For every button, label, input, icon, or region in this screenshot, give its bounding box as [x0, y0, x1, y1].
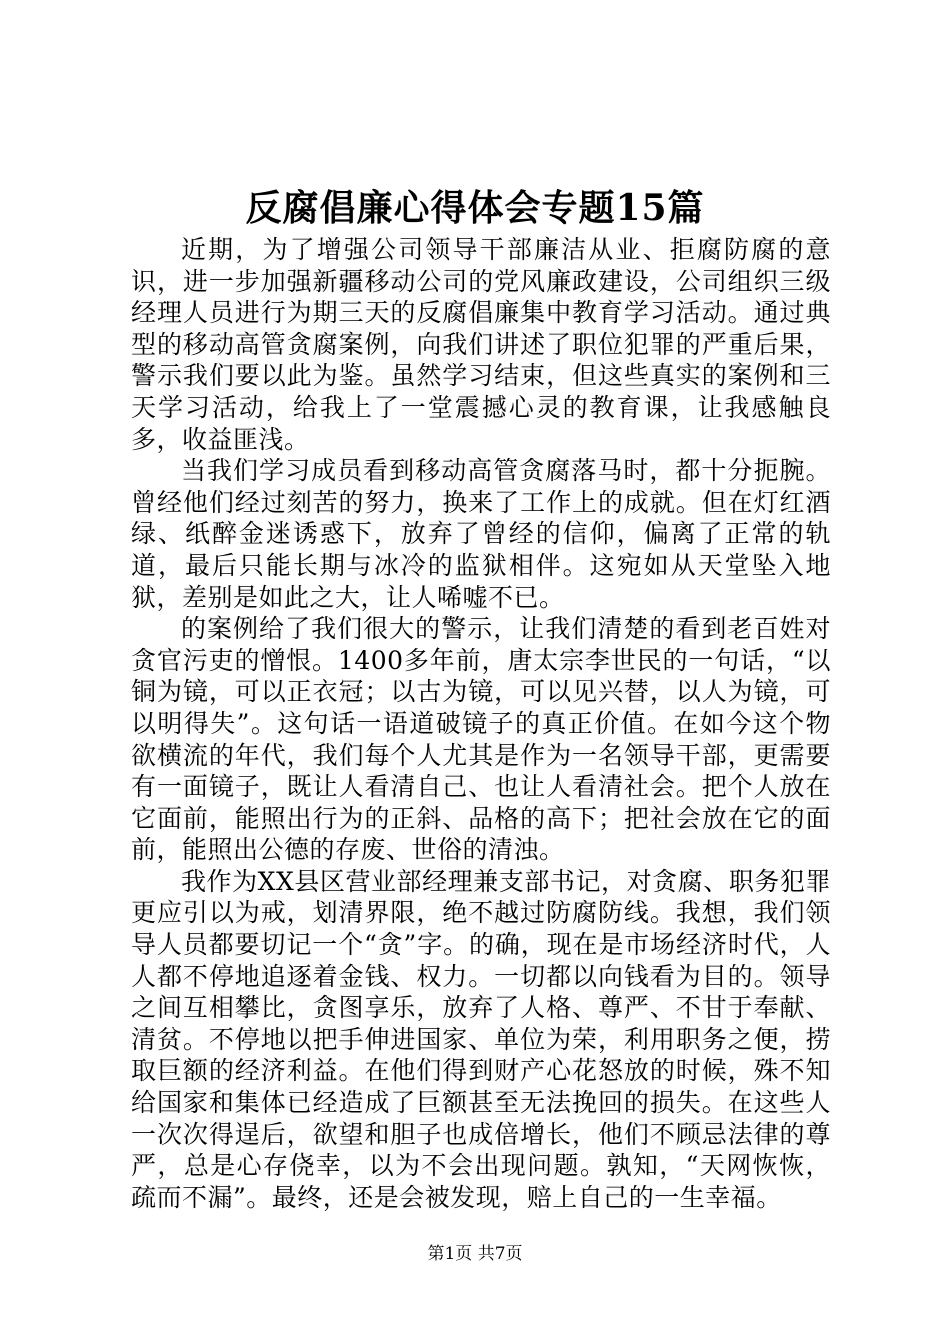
- body-paragraph-1: 近期，为了增强公司领导干部廉洁从业、拒腐防腐的意识，进一步加强新疆移动公司的党风廉政建设，公司组织三级经理人员进行为期三天的反腐倡廉集中教育学习活动。通过典型的移动高管贪腐案例，向我们讲述了职位犯罪的严重后果，警示我们要以此为鉴。虽然学习结束，但这些真实的案例和三天学习活动，给我上了一堂震撼心灵的教育课，让我感触良多，收益匪浅。: [131, 235, 831, 454]
- document-body: [131, 234, 831, 1213]
- body-paragraph-4: 我作为XX县区营业部经理兼支部书记，对贪腐、职务犯罪更应引以为戒，划清界限，绝不越过防腐防线。我想，我们领导人员都要切记一个“贪”字。的确，现在是市场经济时代，人人都不停地追逐着金钱、权力。一切都以向钱看为目的。领导之间互相攀比，贪图享乐，放弃了人格、尊严、不甘于奉献、清贫。不停地以把手伸进国家、单位为荣，利用职务之便，捞取巨额的经济利益。在他们得到财产心花怒放的时候，殊不知给国家和集体已经造成了巨额甚至无法挽回的损失。在这些人一次次得逞后，欲望和胆子也成倍增长，他们不顾忌法律的尊严，总是心存侥幸，以为不会出现问题。孰知，“天网恢恢，疏而不漏”。最终，还是会被发现，赔上自己的一生幸福。: [131, 866, 831, 1212]
- page-number-footer: 第1页 共7页: [427, 1244, 523, 1264]
- body-paragraph-2: 当我们学习成员看到移动高管贪腐落马时，都十分扼腕。曾经他们经过刻苦的努力，换来了工作上的成就。但在灯红酒绿、纸醉金迷诱惑下，放弃了曾经的信仰，偏离了正常的轨道，最后只能长期与冰冷的监狱相伴。这宛如从天堂坠入地狱，差别是如此之大，让人唏嘘不已。: [131, 456, 831, 612]
- body-paragraph-3: 的案例给了我们很大的警示，让我们清楚的看到老百姓对贪官污吏的憎恨。1400多年前，唐太宗李世民的一句话，“以铜为镜，可以正衣冠；以古为镜，可以见兴替，以人为镜，可以明得失”。这句话一语道破镜子的真正价值。在如今这个物欲横流的年代，我们每个人尤其是作为一名领导干部，更需要有一面镜子，既让人看清自己、也让人看清社会。把个人放在它面前，能照出行为的正斜、品格的高下；把社会放在它的面前，能照出公德的存废、世俗的清浊。: [131, 614, 831, 865]
- document-title: 反腐倡廉心得体会专题15篇: [245, 187, 705, 229]
